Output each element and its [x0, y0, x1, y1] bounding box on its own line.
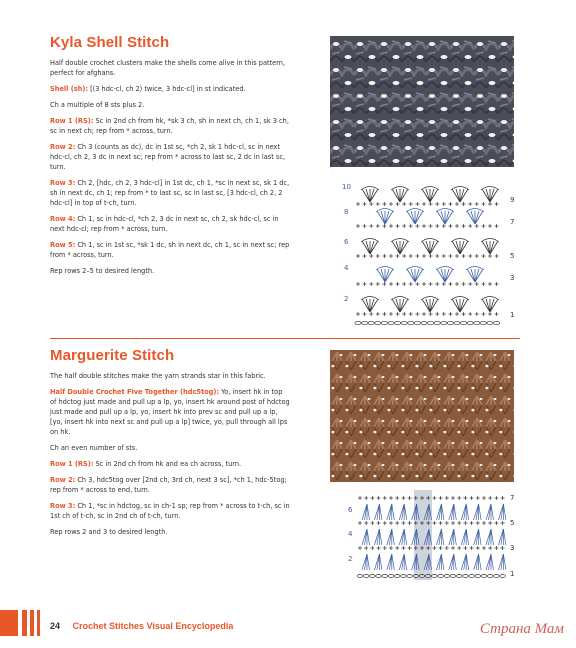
hdc5tog-stitch-symbol: [466, 554, 469, 570]
shell-stitch-symbol: [445, 211, 453, 224]
kyla-swatch-photo: [330, 36, 514, 167]
hdc5tog-stitch-symbol: [439, 554, 442, 570]
shell-stitch-symbol: [460, 241, 464, 254]
kyla-title: Kyla Shell Stitch: [50, 34, 170, 51]
shell-stitch-symbol: [366, 189, 370, 202]
hdc5tog-stitch-symbol: [389, 504, 392, 520]
hdc5tog-stitch-symbol: [461, 554, 466, 570]
hdc5tog-stitch-symbol: [486, 529, 491, 545]
marguerite-row-number: 4: [348, 530, 353, 538]
chain-stitch-symbol: [381, 321, 387, 324]
shell-stitch-symbol: [445, 269, 453, 282]
shell-stitch-symbol: [422, 241, 430, 254]
shell-stitch-symbol: [490, 189, 494, 202]
shell-stitch-symbol: [407, 269, 415, 282]
hdc5tog-stitch-symbol: [491, 529, 494, 545]
kyla-row-5: Row 5: Ch 1, sc in 1st sc, *sk 1 dc, sh in next dc, ch 1, sc in next sc; rep from * across, turn.: [50, 241, 290, 259]
shell-stitch-symbol: [370, 189, 378, 202]
hdc5tog-stitch-symbol: [402, 554, 405, 570]
shell-stitch-symbol: [441, 269, 445, 282]
shell-stitch-symbol: [475, 211, 483, 224]
shell-stitch-symbol: [422, 189, 430, 202]
marguerite-row-number: 3: [510, 544, 515, 552]
marguerite-special-label: Half Double Crochet Five Together (hdc5tog):: [50, 388, 219, 396]
hdc5tog-stitch-symbol: [486, 554, 491, 570]
hdc5tog-stitch-symbol: [449, 529, 454, 545]
chain-stitch-symbol: [500, 574, 506, 577]
chain-stitch-symbol: [355, 321, 361, 324]
hdc5tog-stitch-symbol: [461, 529, 466, 545]
shell-stitch-symbol: [366, 299, 370, 312]
shell-stitch-symbol: [385, 269, 389, 282]
hdc5tog-stitch-symbol: [466, 504, 469, 520]
shell-stitch-symbol: [366, 241, 370, 254]
hdc5tog-stitch-symbol: [476, 529, 479, 545]
hdc5tog-stitch-symbol: [436, 529, 441, 545]
marguerite-row-number: 5: [510, 519, 515, 527]
shell-stitch-symbol: [471, 269, 475, 282]
hdc5tog-stitch-symbol: [498, 529, 503, 545]
hdc5tog-stitch-symbol: [449, 554, 454, 570]
kyla-row-4: Row 4: Ch 1, sc in hdc-cl, *ch 2, 3 dc in next sc, ch 2, sk hdc-cl, sc in next hdc-cl; rep from * across, turn.: [50, 215, 279, 233]
kyla-row-number: 9: [510, 196, 515, 204]
chain-stitch-symbol: [394, 574, 400, 577]
hdc5tog-stitch-symbol: [454, 554, 457, 570]
kyla-row-number: 5: [510, 252, 515, 260]
marguerite-section: [50, 347, 290, 543]
hdc5tog-stitch-symbol: [377, 529, 380, 545]
shell-stitch-symbol: [400, 241, 408, 254]
chain-stitch-symbol: [438, 574, 444, 577]
section-divider: [50, 338, 520, 339]
shell-stitch-symbol: [400, 189, 404, 202]
shell-stitch-symbol: [490, 299, 498, 312]
hdc5tog-stitch-symbol: [498, 504, 503, 520]
shell-stitch-symbol: [460, 299, 464, 312]
kyla-row-number: 2: [344, 295, 349, 303]
hdc5tog-stitch-symbol: [379, 504, 382, 520]
hdc5tog-stitch-symbol: [387, 504, 392, 520]
hdc5tog-stitch-symbol: [402, 529, 405, 545]
shell-stitch-symbol: [396, 299, 400, 312]
hdc5tog-stitch-symbol: [491, 554, 494, 570]
chain-stitch-symbol: [368, 321, 374, 324]
shell-stitch-symbol: [475, 269, 479, 282]
marguerite-diagram-svg: [340, 488, 520, 583]
hdc5tog-stitch-symbol: [451, 529, 454, 545]
chain-stitch-symbol: [469, 574, 475, 577]
chain-stitch-symbol: [428, 321, 434, 324]
shell-stitch-symbol: [370, 241, 374, 254]
shell-stitch-symbol: [445, 211, 449, 224]
shell-stitch-symbol: [460, 189, 464, 202]
hdc5tog-stitch-symbol: [491, 504, 494, 520]
kyla-row-number: 8: [344, 208, 349, 216]
shell-stitch-symbol: [490, 241, 498, 254]
shell-stitch-symbol: [426, 299, 430, 312]
shell-stitch-symbol: [456, 189, 460, 202]
chain-stitch-symbol: [481, 574, 487, 577]
hdc5tog-stitch-symbol: [454, 529, 457, 545]
kyla-stitch-diagram: [330, 178, 520, 328]
hdc5tog-stitch-symbol: [503, 504, 506, 520]
hdc5tog-stitch-symbol: [365, 529, 368, 545]
shell-stitch-symbol: [460, 241, 468, 254]
hdc5tog-stitch-symbol: [362, 554, 367, 570]
shell-stitch-symbol: [430, 241, 434, 254]
hdc5tog-stitch-symbol: [451, 504, 454, 520]
hdc5tog-stitch-symbol: [441, 554, 444, 570]
chain-stitch-symbol: [487, 321, 493, 324]
kyla-intro: Half double crochet clusters make the shells come alive in this pattern, perfect for afghans.: [50, 59, 286, 77]
chain-stitch-symbol: [370, 574, 376, 577]
hdc5tog-stitch-symbol: [387, 529, 392, 545]
hdc5tog-stitch-symbol: [454, 504, 457, 520]
marguerite-intro: The half double stitches make the yarn strands star in this fabric.: [50, 372, 266, 380]
hdc5tog-stitch-symbol: [464, 554, 467, 570]
kyla-row-2: Row 2: Ch 3 (counts as dc), dc in 1st sc, *ch 2, sk 1 hdc-cl, sc in next hdc-cl, ch 2, 3 dc in next sc; rep from * across to last sc, 2 dc in last sc, turn.: [50, 143, 286, 171]
shell-stitch-symbol: [370, 299, 378, 312]
shell-stitch-symbol: [392, 189, 400, 202]
hdc5tog-stitch-symbol: [392, 529, 395, 545]
chain-stitch-symbol: [454, 321, 460, 324]
hdc5tog-stitch-symbol: [392, 554, 395, 570]
shell-stitch-symbol: [467, 211, 475, 224]
chain-stitch-symbol: [388, 574, 394, 577]
shell-stitch-symbol: [482, 299, 490, 312]
kyla-row-1: Row 1 (RS): Sc in 2nd ch from hk, *sk 3 ch, sh in next ch, ch 1, sk 3 ch, sc in next ch; rep from * across, turn.: [50, 117, 289, 135]
chain-stitch-symbol: [408, 321, 414, 324]
marguerite-row-number: 7: [510, 494, 515, 502]
chain-stitch-symbol: [407, 574, 413, 577]
shell-stitch-symbol: [426, 241, 430, 254]
shell-stitch-symbol: [415, 211, 419, 224]
hdc5tog-stitch-symbol: [387, 554, 392, 570]
hdc5tog-stitch-symbol: [404, 554, 407, 570]
chain-stitch-symbol: [414, 321, 420, 324]
marguerite-row-number: 1: [510, 570, 515, 578]
shell-stitch-symbol: [486, 299, 490, 312]
shell-stitch-symbol: [452, 189, 460, 202]
shell-stitch-symbol: [460, 299, 468, 312]
shell-stitch-symbol: [486, 241, 490, 254]
chain-stitch-symbol: [474, 321, 480, 324]
chain-stitch-symbol: [388, 321, 394, 324]
hdc5tog-stitch-symbol: [439, 529, 442, 545]
kyla-swatch-image: [330, 36, 514, 167]
marguerite-row-2: Row 2: Ch 3, hdc5tog over [2nd ch, 3rd ch, next 3 sc], *ch 1, hdc-5tog; rep from * across to end, turn.: [50, 476, 287, 494]
hdc5tog-stitch-symbol: [374, 554, 379, 570]
watermark-logo: Страна Мам: [479, 621, 564, 637]
shell-stitch-symbol: [411, 211, 415, 224]
hdc5tog-stitch-symbol: [362, 529, 367, 545]
hdc5tog-stitch-symbol: [441, 504, 444, 520]
marguerite-instructions: [50, 371, 290, 537]
kyla-row-number: 10: [342, 183, 351, 191]
hdc5tog-stitch-symbol: [489, 554, 492, 570]
hdc5tog-stitch-symbol: [466, 529, 469, 545]
shell-stitch-symbol: [370, 189, 374, 202]
hdc5tog-stitch-symbol: [436, 554, 441, 570]
marguerite-row-3: Row 3: Ch 1, *sc in hdctog, sc in ch-1 sp; rep from * across to t-ch, sc in 1st ch of t-ch, sc in 2nd ch of t-ch, turn.: [50, 502, 290, 520]
shell-stitch-symbol: [430, 189, 438, 202]
shell-stitch-symbol: [475, 211, 479, 224]
shell-stitch-symbol: [385, 211, 389, 224]
hdc5tog-stitch-symbol: [476, 504, 479, 520]
hdc5tog-stitch-symbol: [501, 504, 504, 520]
chain-stitch-symbol: [461, 321, 467, 324]
shell-stitch-symbol: [381, 269, 385, 282]
kyla-row-number: 6: [344, 238, 349, 246]
shell-stitch-symbol: [396, 241, 400, 254]
hdc5tog-stitch-symbol: [399, 529, 404, 545]
chain-stitch-symbol: [441, 321, 447, 324]
hdc5tog-stitch-symbol: [464, 529, 467, 545]
hdc5tog-stitch-symbol: [389, 554, 392, 570]
shell-stitch-symbol: [396, 189, 400, 202]
shell-stitch-symbol: [415, 269, 423, 282]
hdc5tog-stitch-symbol: [436, 504, 441, 520]
shell-stitch-symbol: [452, 241, 460, 254]
shell-stitch-symbol: [362, 241, 370, 254]
marguerite-swatch-photo: [330, 350, 514, 482]
chain-stitch-symbol: [376, 574, 382, 577]
marguerite-repeat: Rep rows 2 and 3 to desired length.: [50, 528, 168, 536]
chain-stitch-symbol: [382, 574, 388, 577]
hdc5tog-stitch-symbol: [377, 554, 380, 570]
hdc5tog-stitch-symbol: [489, 529, 492, 545]
hdc5tog-stitch-symbol: [489, 504, 492, 520]
shell-stitch-symbol: [441, 211, 445, 224]
chain-stitch-symbol: [362, 321, 368, 324]
shell-stitch-symbol: [467, 269, 475, 282]
hdc5tog-stitch-symbol: [441, 529, 444, 545]
shell-stitch-symbol: [456, 241, 460, 254]
shell-stitch-symbol: [385, 211, 393, 224]
hdc5tog-stitch-symbol: [374, 504, 379, 520]
hdc5tog-stitch-symbol: [451, 554, 454, 570]
chain-stitch-symbol: [401, 321, 407, 324]
shell-stitch-symbol: [407, 211, 415, 224]
page-number: 24: [50, 621, 61, 631]
shell-stitch-symbol: [430, 241, 438, 254]
kyla-repeat: Rep rows 2–5 to desired length.: [50, 267, 155, 275]
marguerite-row-number: 6: [348, 506, 353, 514]
hdc5tog-stitch-symbol: [501, 554, 504, 570]
shell-stitch-symbol: [430, 299, 438, 312]
shell-stitch-symbol: [392, 299, 400, 312]
marguerite-row-number: 2: [348, 555, 353, 563]
shell-stitch-symbol: [370, 299, 374, 312]
hdc5tog-stitch-symbol: [479, 504, 482, 520]
shell-stitch-symbol: [377, 269, 385, 282]
marguerite-special-text: Yo, insert hk in top of hdctog just made and pull up a lp, yo, insert hk around post of hdctog just made and pull up a lp, yo, insert hk into prev sc and pull up a lp, [yo, insert hk into next sc and pull up a lp] twice, yo, pull through all lps on hk.: [50, 388, 290, 436]
chain-stitch-symbol: [487, 574, 493, 577]
shell-stitch-symbol: [381, 211, 385, 224]
shell-stitch-symbol: [475, 269, 483, 282]
shell-stitch-symbol: [400, 241, 404, 254]
marguerite-title: Marguerite Stitch: [50, 347, 175, 364]
hdc5tog-stitch-symbol: [501, 529, 504, 545]
shell-stitch-symbol: [411, 269, 415, 282]
kyla-shell-def: [50, 84, 290, 94]
hdc5tog-stitch-symbol: [377, 504, 380, 520]
shell-stitch-symbol: [445, 269, 449, 282]
shell-stitch-symbol: [430, 299, 434, 312]
hdc5tog-stitch-symbol: [476, 554, 479, 570]
hdc5tog-stitch-symbol: [479, 529, 482, 545]
hdc5tog-stitch-symbol: [474, 554, 479, 570]
hdc5tog-stitch-symbol: [389, 529, 392, 545]
hdc5tog-stitch-symbol: [367, 529, 370, 545]
hdc5tog-stitch-symbol: [503, 529, 506, 545]
marguerite-special-def: [50, 387, 290, 437]
chain-stitch-symbol: [494, 574, 500, 577]
shell-stitch-symbol: [400, 189, 408, 202]
hdc5tog-stitch-symbol: [362, 504, 367, 520]
shell-stitch-symbol: [437, 211, 445, 224]
chain-stitch-symbol: [357, 574, 363, 577]
hdc5tog-stitch-symbol: [404, 504, 407, 520]
hdc5tog-stitch-symbol: [439, 504, 442, 520]
kyla-shell-text: [(3 hdc-cl, ch 2) twice, 3 hdc-cl] in st indicated.: [88, 85, 246, 93]
kyla-row-number: 4: [344, 264, 349, 272]
chain-stitch-symbol: [434, 321, 440, 324]
hdc5tog-stitch-symbol: [404, 529, 407, 545]
hdc5tog-stitch-symbol: [464, 504, 467, 520]
shell-stitch-symbol: [415, 269, 419, 282]
chain-stitch-symbol: [494, 321, 500, 324]
shell-stitch-symbol: [370, 241, 378, 254]
shell-stitch-symbol: [392, 241, 400, 254]
shell-stitch-symbol: [490, 189, 498, 202]
hdc5tog-stitch-symbol: [367, 554, 370, 570]
shell-stitch-symbol: [400, 299, 404, 312]
page-footer: [50, 621, 233, 631]
shell-stitch-symbol: [385, 269, 393, 282]
footer-stripe: [0, 610, 44, 636]
chain-stitch-symbol: [421, 321, 427, 324]
hdc5tog-stitch-symbol: [365, 504, 368, 520]
shell-stitch-symbol: [460, 189, 468, 202]
hdc5tog-stitch-symbol: [474, 529, 479, 545]
shell-stitch-symbol: [415, 211, 423, 224]
hdc5tog-stitch-symbol: [379, 554, 382, 570]
chain-stitch-symbol: [444, 574, 450, 577]
chain-stitch-symbol: [480, 321, 486, 324]
shell-stitch-symbol: [362, 299, 370, 312]
chain-stitch-symbol: [463, 574, 469, 577]
kyla-row-number: 3: [510, 274, 515, 282]
shell-stitch-symbol: [490, 241, 494, 254]
hdc5tog-stitch-symbol: [399, 504, 404, 520]
hdc5tog-stitch-symbol: [365, 554, 368, 570]
kyla-diagram-svg: [330, 178, 520, 328]
marguerite-stitch-diagram: [340, 488, 520, 583]
shell-stitch-symbol: [430, 189, 434, 202]
kyla-stitch-symbols: [355, 187, 500, 325]
chain-stitch-symbol: [375, 321, 381, 324]
marguerite-row-1: Row 1 (RS): Sc in 2nd ch from hk and ea ch across, turn.: [50, 460, 242, 468]
chain-stitch-symbol: [467, 321, 473, 324]
chain-stitch-symbol: [475, 574, 481, 577]
hdc5tog-stitch-symbol: [402, 504, 405, 520]
kyla-shell-label: Shell (sh):: [50, 85, 89, 93]
chain-stitch-symbol: [363, 574, 369, 577]
shell-stitch-symbol: [490, 299, 494, 312]
hdc5tog-stitch-symbol: [374, 529, 379, 545]
shell-stitch-symbol: [426, 189, 430, 202]
shell-stitch-symbol: [482, 241, 490, 254]
chain-stitch-symbol: [401, 574, 407, 577]
book-title: Crochet Stitches Visual Encyclopedia: [72, 621, 234, 631]
hdc5tog-stitch-symbol: [392, 504, 395, 520]
shell-stitch-symbol: [362, 189, 370, 202]
chain-stitch-symbol: [395, 321, 401, 324]
shell-stitch-symbol: [377, 211, 385, 224]
kyla-section: [50, 34, 290, 282]
hdc5tog-stitch-symbol: [474, 504, 479, 520]
kyla-row-number: 1: [510, 311, 515, 319]
shell-stitch-symbol: [471, 211, 475, 224]
hdc5tog-stitch-symbol: [479, 554, 482, 570]
hdc5tog-stitch-symbol: [399, 554, 404, 570]
shell-stitch-symbol: [482, 189, 490, 202]
kyla-row-3: Row 3: Ch 2, [hdc, ch 2, 3 hdc-cl] in 1st dc, ch 1, *sc in next sc, sk 1 dc, sh in next dc, ch 1; rep from * to last sc, sc in last sc, [3 hdc-cl, ch 2, 2 hdc-cl] in top of t-ch, turn.: [50, 179, 290, 207]
chain-stitch-symbol: [450, 574, 456, 577]
hdc5tog-stitch-symbol: [367, 504, 370, 520]
shell-stitch-symbol: [422, 299, 430, 312]
hdc5tog-stitch-symbol: [461, 504, 466, 520]
chain-stitch-symbol: [456, 574, 462, 577]
chain-stitch-symbol: [447, 321, 453, 324]
kyla-row-number: 7: [510, 218, 515, 226]
hdc5tog-stitch-symbol: [449, 504, 454, 520]
shell-stitch-symbol: [452, 299, 460, 312]
shell-stitch-symbol: [437, 269, 445, 282]
shell-stitch-symbol: [486, 189, 490, 202]
kyla-instructions: [50, 58, 290, 276]
shell-stitch-symbol: [456, 299, 460, 312]
hdc5tog-stitch-symbol: [498, 554, 503, 570]
hdc5tog-stitch-symbol: [486, 504, 491, 520]
marguerite-swatch-image: [330, 350, 514, 482]
hdc5tog-stitch-symbol: [503, 554, 506, 570]
marguerite-multiple: Ch an even number of sts.: [50, 444, 138, 452]
hdc5tog-stitch-symbol: [379, 529, 382, 545]
kyla-multiple: Ch a multiple of 8 sts plus 2.: [50, 101, 145, 109]
shell-stitch-symbol: [400, 299, 408, 312]
chain-stitch-symbol: [432, 574, 438, 577]
